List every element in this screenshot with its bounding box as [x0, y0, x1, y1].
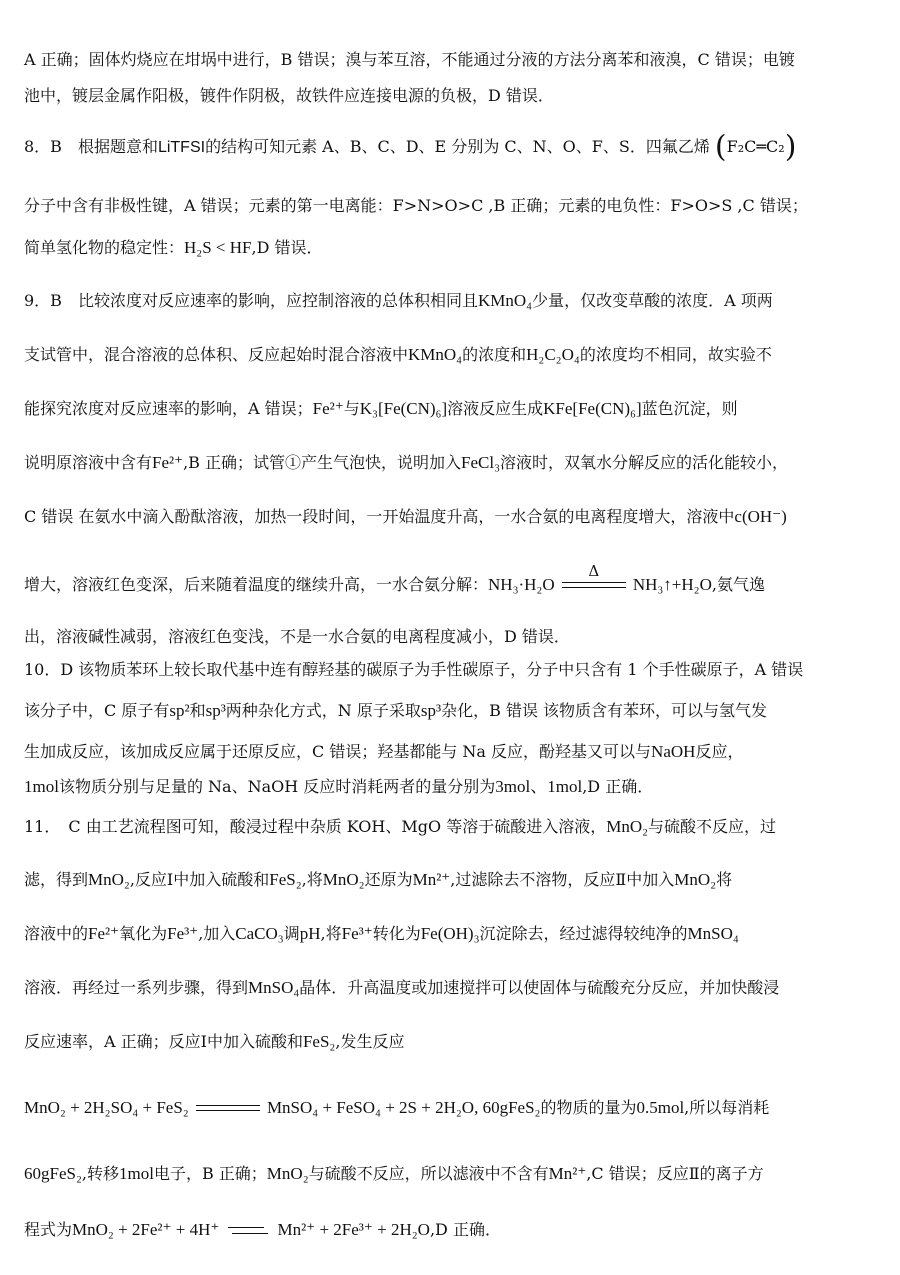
q9-line-3: 能探究浓度对反应速率的影响，A 错误；Fe²⁺与K₃[Fe(CN)₆]溶液反应生成KFe[Fe(CN)₆]蓝色沉淀，则	[24, 399, 738, 418]
q11-line-3: 溶液中的Fe²⁺氧化为Fe³⁺,加入CaCO₃调pH,将Fe³⁺转化为Fe(OH)₃沉淀除去，经过滤得较纯净的MnSO₄	[24, 924, 739, 943]
q11-line-4: 溶液．再经过一系列步骤，得到MnSO₄晶体．升高温度或加速搅拌可以使固体与硫酸充分反应，并加快酸浸	[24, 978, 780, 997]
q11-line-5: 反应速率，A 正确；反应Ⅰ中加入硫酸和FeS₂,发生反应	[24, 1032, 405, 1051]
q9-line-7: 出，溶液碱性减弱，溶液红色变浅，不是一水合氨的电离程度减小，D 错误．	[24, 627, 570, 646]
heat-delta: Δ	[588, 561, 600, 580]
q11-equation-line: MnO₂ + 2H₂SO₄ + FeS₂ MnSO₄ + FeSO₄ + 2S + 2H₂O, 60gFeS₂的物质的量为0.5mol,所以每消耗	[24, 1098, 770, 1117]
q11-line-2: 滤，得到MnO₂,反应Ⅰ中加入硫酸和FeS₂,将MnO₂还原为Mn²⁺,过滤除去不溶物，反应Ⅱ中加入MnO₂将	[24, 870, 733, 889]
q9-line-1: 9．B 比较浓度对反应速率的影响，应控制溶液的总体积相同且KMnO₄少量，仅改变草酸的浓度．A 项两	[24, 291, 773, 310]
q9-line-2: 支试管中，混合溶液的总体积、反应起始时混合溶液中KMnO₄的浓度和H₂C₂O₄的浓度均不相同，故实验不	[24, 345, 772, 364]
q9-line-4: 说明原溶液中含有Fe²⁺,B 正确；试管①产生气泡快，说明加入FeCl₃溶液时，双氧水分解反应的活化能较小，	[24, 453, 789, 472]
right-paren: )	[784, 129, 797, 165]
reversible-arrow	[228, 1225, 268, 1237]
q11-line-6: 60gFeS₂,转移1mol电子，B 正确；MnO₂与硫酸不反应，所以滤液中不含有Mn²⁺,C 错误；反应Ⅱ的离子方	[24, 1164, 764, 1183]
equilibrium-arrow	[562, 561, 626, 591]
q11-line-7: 程式为MnO₂ + 2Fe²⁺ + 4H⁺ Mn²⁺ + 2Fe³⁺ + 2H₂O,D 正确．	[24, 1220, 501, 1239]
q10-line-4: 1mol该物质分别与足量的 Na、NaOH 反应时消耗两者的量分别为3mol、1mol,D 正确．	[24, 777, 654, 796]
q9-line-6: 增大，溶液红色变深，后来随着温度的继续升高，一水合氨分解：NH₃·H₂O Δ NH₃↑+H₂O,氨气逸	[24, 561, 765, 594]
text-line-2: 池中，镀层金属作阳极，镀件作阴极，故铁件应连接电源的负极，D 错误．	[24, 86, 554, 105]
q8-line-1: 8．B 根据题意和LiTFSI的结构可知元素 A、B、C、D、E 分别为 C、N、O、F、S．四氟乙烯 (F₂C═C₂)	[24, 129, 797, 165]
reaction-equals-sign	[196, 1104, 260, 1114]
left-paren: (	[714, 129, 727, 165]
q10-line-3: 生加成反应，该加成反应属于还原反应，C 错误；羟基都能与 Na 反应，酚羟基又可以与NaOH反应，	[24, 742, 744, 761]
q8-line-3: 简单氢化物的稳定性：H₂S < HF,D 错误．	[24, 238, 323, 257]
q10-line-2: 该分子中，C 原子有sp²和sp³两种杂化方式，N 原子采取sp³杂化，B 错误 该物质含有苯环，可以与氢气发	[24, 701, 768, 720]
q10-line-1: 10．D 该物质苯环上较长取代基中连有醇羟基的碳原子为手性碳原子，分子中只含有 1 个手性碳原子，A 错误	[24, 660, 804, 679]
formula-tfe: F₂C═C₂	[726, 137, 785, 156]
q8-line-2: 分子中含有非极性键，A 错误；元素的第一电离能：F>N>O>C ,B 正确；元素的电负性：F>O>S ,C 错误；	[24, 196, 808, 215]
q9-line-5: C 错误 在氨水中滴入酚酞溶液，加热一段时间，一开始温度升高，一水合氨的电离程度增大，溶液中c(OH⁻)	[24, 507, 787, 526]
text-line-1: A 正确；固体灼烧应在坩埚中进行，B 错误；溴与苯互溶，不能通过分液的方法分离苯和液溴，C 错误；电镀	[24, 50, 795, 69]
q11-line-1: 11． C 由工艺流程图可知，酸浸过程中杂质 KOH、MgO 等溶于硫酸进入溶液，MnO₂与硫酸不反应，过	[24, 817, 777, 836]
